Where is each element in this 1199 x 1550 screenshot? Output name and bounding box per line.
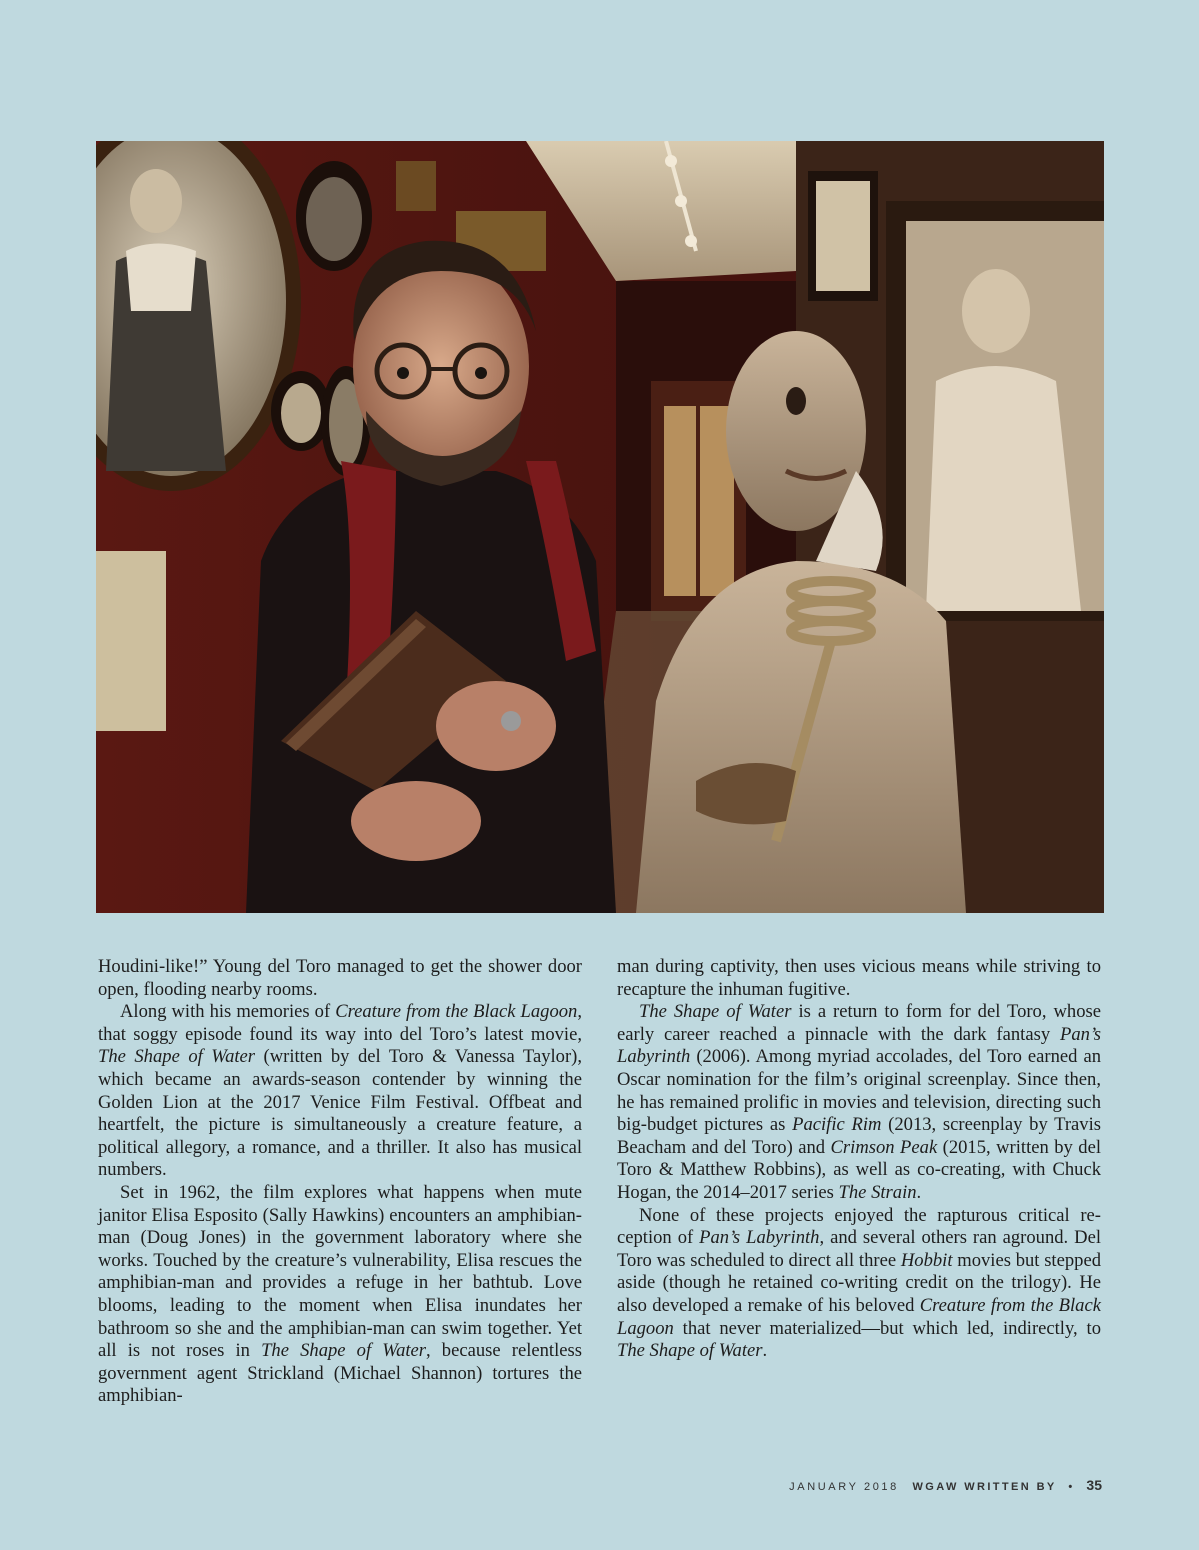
publication-name: WGAW WRITTEN BY — [912, 1481, 1057, 1493]
text-run: None of these projects enjoyed the rapturous critical reception of — [617, 1204, 1101, 1249]
text-run: . — [762, 1340, 768, 1362]
italic-title: Pacific Rim — [792, 1114, 882, 1136]
paragraph: Houdini-like!” Young del Toro managed to get the shower door open, flooding nearby rooms. — [98, 956, 582, 1000]
text-run: is a return to form for del Toro, whose early career reached a pinnacle with the dark fantasy — [617, 1001, 1101, 1045]
italic-title: Creature from the Black Lagoon — [617, 1294, 1101, 1339]
photo-illustration — [96, 141, 1104, 913]
article-column-right — [617, 956, 1101, 1363]
italic-title: The Shape of Water — [261, 1340, 427, 1362]
page-number: 35 — [1086, 1477, 1102, 1493]
paragraph — [98, 1001, 582, 1182]
italic-title: Pan’s Labyrinth — [699, 1227, 820, 1249]
text-run: , because relentless government agent Strickland (Michael Shannon) tortures the amphibian- — [98, 1340, 582, 1407]
italic-title: Hobbit — [900, 1249, 953, 1271]
paragraph — [617, 1001, 1101, 1204]
text-run: Along with his memories of — [120, 1001, 336, 1023]
page-footer — [789, 1477, 1102, 1493]
text-run: (2006). Among myriad accolades, del Toro earned an Oscar nomination for the film’s original screenplay. Since then, he has remained prolific in movies and television, directing such big-budget pictures as — [617, 1046, 1101, 1136]
text-run: that never materialized—but which led, indirectly, to — [673, 1317, 1101, 1339]
italic-title: The Shape of Water — [617, 1340, 763, 1362]
issue-date: JANUARY 2018 — [789, 1481, 899, 1493]
text-run: (written by del Toro & Vanessa Taylor), which became an awards-season contender by winning the Golden Lion at the 2017 Venice Film Festival. Offbeat and heartfelt, the picture is simultaneously a creature feature, a political allegory, a romance, and a thriller. It also has musical numbers. — [98, 1046, 582, 1181]
paragraph: man during captivity, then uses vicious means while striving to recapture the inhuman fugitive. — [617, 956, 1101, 1000]
article-column-left — [98, 956, 582, 1408]
italic-title: Crimson Peak — [830, 1136, 938, 1158]
text-run: . — [916, 1181, 922, 1203]
paragraph — [98, 1182, 582, 1408]
italic-title: The Shape of Water — [98, 1046, 256, 1068]
text-run: movies but stepped aside (though he retained co-writing credit on the trilogy). He also developed a remake of his beloved — [617, 1249, 1101, 1316]
text-run: , and several others ran aground. Del Toro was scheduled to direct all three — [617, 1227, 1102, 1271]
italic-title: The Strain — [838, 1181, 917, 1203]
text-run: Set in 1962, the film explores what happens when mute janitor Elisa Esposito (Sally Hawkins) encounters an amphibian-man (Doug Jones) in the government laboratory where she works. Touched by the creature’s vulnerability, Elisa rescues the amphibian-man and provides a refuge in her bathtub. Love blooms, leading to the moment when Elisa inundates her bathroom so she and the amphibian-man can swim together. Yet all is not roses in — [98, 1181, 582, 1362]
italic-title: Pan’s Labyrinth — [617, 1023, 1101, 1068]
italic-title: Creature from the Black Lagoon — [335, 1001, 578, 1023]
feature-photo — [96, 141, 1104, 913]
text-run: , that soggy episode found its way into del Toro’s latest movie, — [98, 1001, 583, 1045]
paragraph — [617, 1205, 1101, 1363]
bullet-separator: • — [1068, 1481, 1075, 1493]
text-run: (2013, screenplay by Travis Beacham and del Toro) and — [617, 1114, 1101, 1158]
text-run: (2015, written by del Toro & Matthew Robbins), as well as co-creating, with Chuck Hogan, the 2014–2017 series — [617, 1136, 1101, 1203]
italic-title: The Shape of Water — [639, 1001, 792, 1023]
